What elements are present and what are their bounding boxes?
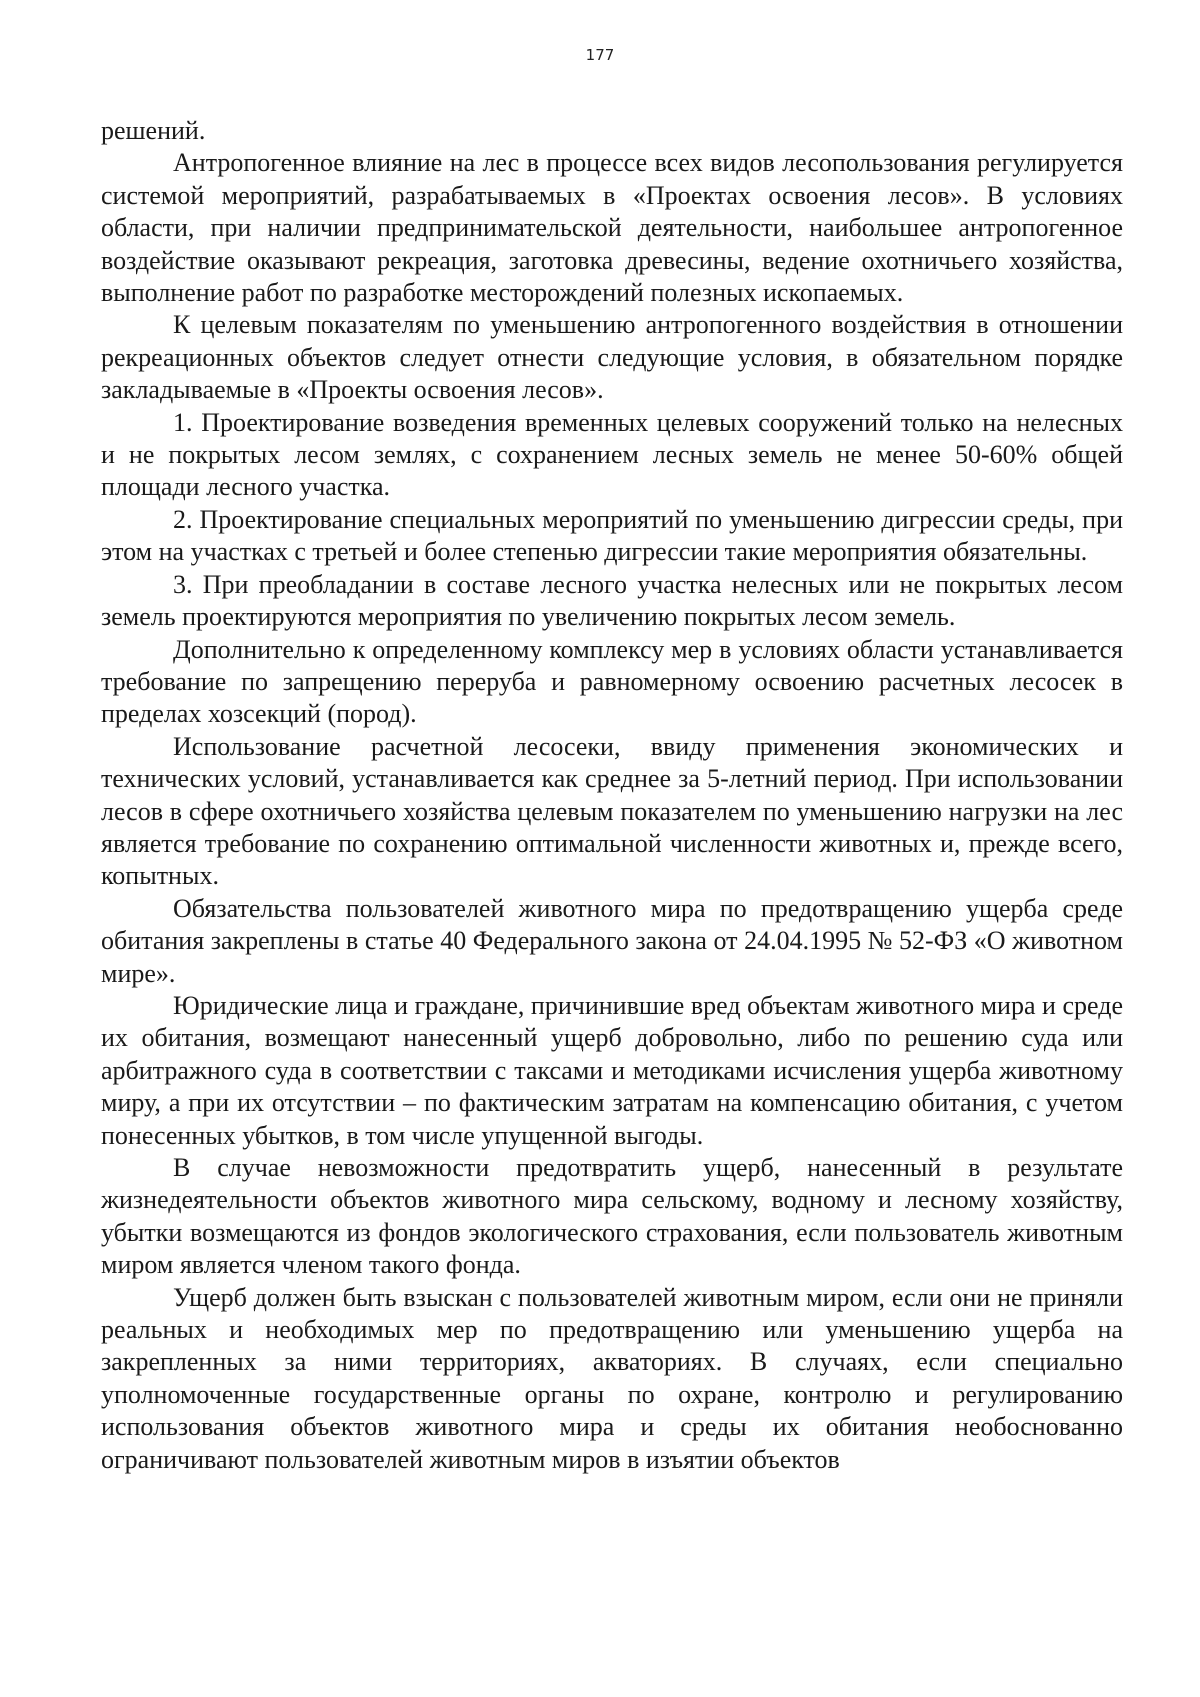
list-item-paragraph: 3. При преобладании в составе лесного участка нелесных или не покрытых лесом земель проектируются мероприятия по увеличению покрытых лесом земель. [101,569,1123,632]
paragraph: Ущерб должен быть взыскан с пользователей животным миром, если они не приняли реальных и необходимых мер по предотвращению или уменьшению ущерба на закрепленных за ними территориях, акваториях. В случаях, если специально уполномоченные государственные органы по охране, контролю и регулированию использования объектов животного мира и среды их обитания необоснованно ограничивают пользователей животным миров в изъятии объектов [101,1282,1123,1474]
paragraph: Антропогенное влияние на лес в процессе всех видов лесопользования регулируется системой мероприятий, разрабатываемых в «Проектах освоения лесов». В условиях области, при наличии предпринимательской деятельности, наибольшее антропогенное воздействие оказывают рекреация, заготовка древесины, ведение охотничьего хозяйства, выполнение работ по разработке месторождений полезных ископаемых. [101,148,1123,308]
paragraph: Обязательства пользователей животного мира по предотвращению ущерба среде обитания закреплены в статье 40 Федерального закона от 24.04.1995 № 52-ФЗ «О животном мире». [101,893,1123,988]
document-body [101,115,1123,1476]
page-number: 177 [585,46,615,64]
paragraph: К целевым показателям по уменьшению антропогенного воздействия в отношении рекреационных объектов следует отнести следующие условия, в обязательном порядке закладываемые в «Проекты освоения лесов». [101,310,1123,405]
paragraph: Дополнительно к определенному комплексу мер в условиях области устанавливается требование по запрещению переруба и равномерному освоению расчетных лесосек в пределах хозсекций (пород). [101,634,1123,729]
list-item-paragraph: 1. Проектирование возведения временных целевых сооружений только на нелесных и не покрытых лесом землях, с сохранением лесных земель не менее 50-60% общей площади лесного участка. [101,407,1123,502]
paragraph: В случае невозможности предотвратить ущерб, нанесенный в результате жизнедеятельности объектов животного мира сельскому, водному и лесному хозяйству, убытки возмещаются из фондов экологического страхования, если пользователь животным миром является членом такого фонда. [101,1153,1123,1280]
paragraph: Использование расчетной лесосеки, ввиду применения экономических и технических условий, устанавливается как среднее за 5-летний период. При использовании лесов в сфере охотничьего хозяйства целевым показателем по уменьшению нагрузки на лес является требование по сохранению оптимальной численности животных и, прежде всего, копытных. [101,731,1123,891]
paragraph-continuation: решений. [101,116,206,145]
list-item-paragraph: 2. Проектирование специальных мероприятий по уменьшению дигрессии среды, при этом на участках с третьей и более степенью дигрессии такие мероприятия обязательны. [101,504,1123,567]
paragraph: Юридические лица и граждане, причинившие вред объектам животного мира и среде их обитания, возмещают нанесенный ущерб добровольно, либо по решению суда или арбитражного суда в соответствии с таксами и методиками исчисления ущерба животному миру, а при их отсутствии – по фактическим затратам на компенсацию обитания, с учетом понесенных убытков, в том числе упущенной выгоды. [101,990,1123,1150]
